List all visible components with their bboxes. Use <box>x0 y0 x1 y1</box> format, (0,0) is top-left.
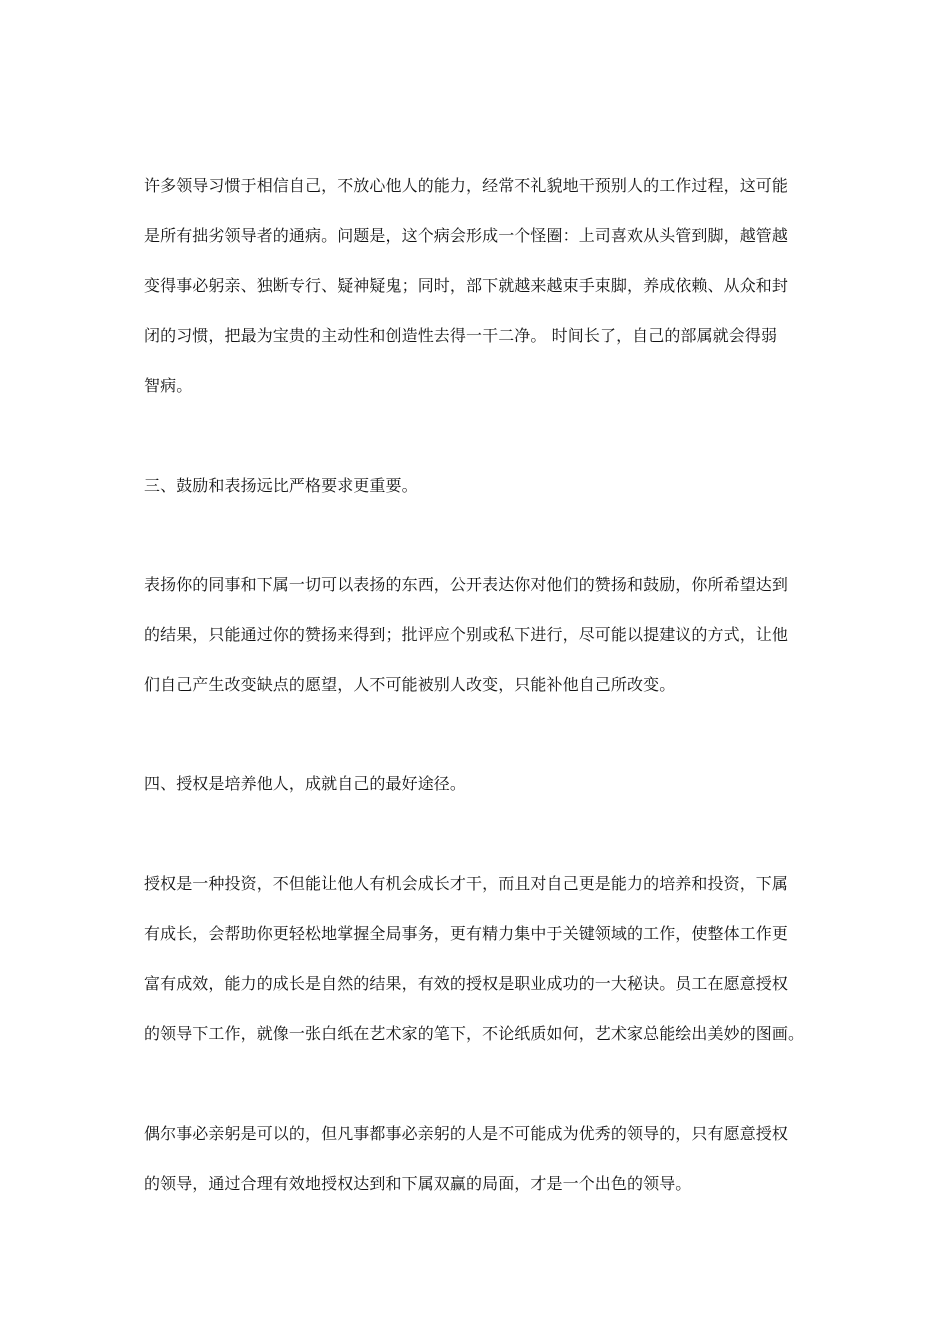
paragraph-1-line-1: 许多领导习惯于相信自己，不放心他人的能力，经常不礼貌地干预别人的工作过程，这可能 <box>144 176 789 195</box>
section-heading-4: 四、授权是培养他人，成就自己的最好途径。 <box>144 774 467 793</box>
paragraph-2-line-3: 们自己产生改变缺点的愿望，人不可能被别人改变，只能补他自己所改变。 <box>144 675 676 694</box>
paragraph-2-line-2: 的结果，只能通过你的赞扬来得到；批评应个别或私下进行，尽可能以提建议的方式，让他 <box>144 625 789 644</box>
paragraph-4-line-2: 的领导，通过合理有效地授权达到和下属双赢的局面，才是一个出色的领导。 <box>144 1174 692 1193</box>
section-heading-3: 三、鼓励和表扬远比严格要求更重要。 <box>144 476 418 495</box>
paragraph-1-line-4: 闭的习惯，把最为宝贵的主动性和创造性去得一干二净。 时间长了，自己的部属就会得弱 <box>144 326 778 345</box>
paragraph-3-line-2: 有成长，会帮助你更轻松地掌握全局事务，更有精力集中于关键领域的工作，使整体工作更 <box>144 924 789 943</box>
paragraph-2-line-1: 表扬你的同事和下属一切可以表扬的东西，公开表达你对他们的赞扬和鼓励，你所希望达到 <box>144 575 789 594</box>
paragraph-3-line-4: 的领导下工作，就像一张白纸在艺术家的笔下，不论纸质如何，艺术家总能绘出美妙的图画。 <box>144 1024 805 1043</box>
paragraph-3-line-1: 授权是一种投资，不但能让他人有机会成长才干，而且对自己更是能力的培养和投资，下属 <box>144 874 789 893</box>
paragraph-3-line-3: 富有成效，能力的成长是自然的结果，有效的授权是职业成功的一大秘诀。员工在愿意授权 <box>144 974 789 993</box>
paragraph-1-line-3: 变得事必躬亲、独断专行、疑神疑鬼；同时，部下就越来越束手束脚，养成依赖、从众和封 <box>144 276 789 295</box>
paragraph-1-line-5: 智病。 <box>144 376 193 395</box>
paragraph-4-line-1: 偶尔事必亲躬是可以的，但凡事都事必亲躬的人是不可能成为优秀的领导的，只有愿意授权 <box>144 1124 789 1143</box>
paragraph-1-line-2: 是所有拙劣领导者的通病。问题是，这个病会形成一个怪圈：上司喜欢从头管到脚，越管越 <box>144 226 789 245</box>
